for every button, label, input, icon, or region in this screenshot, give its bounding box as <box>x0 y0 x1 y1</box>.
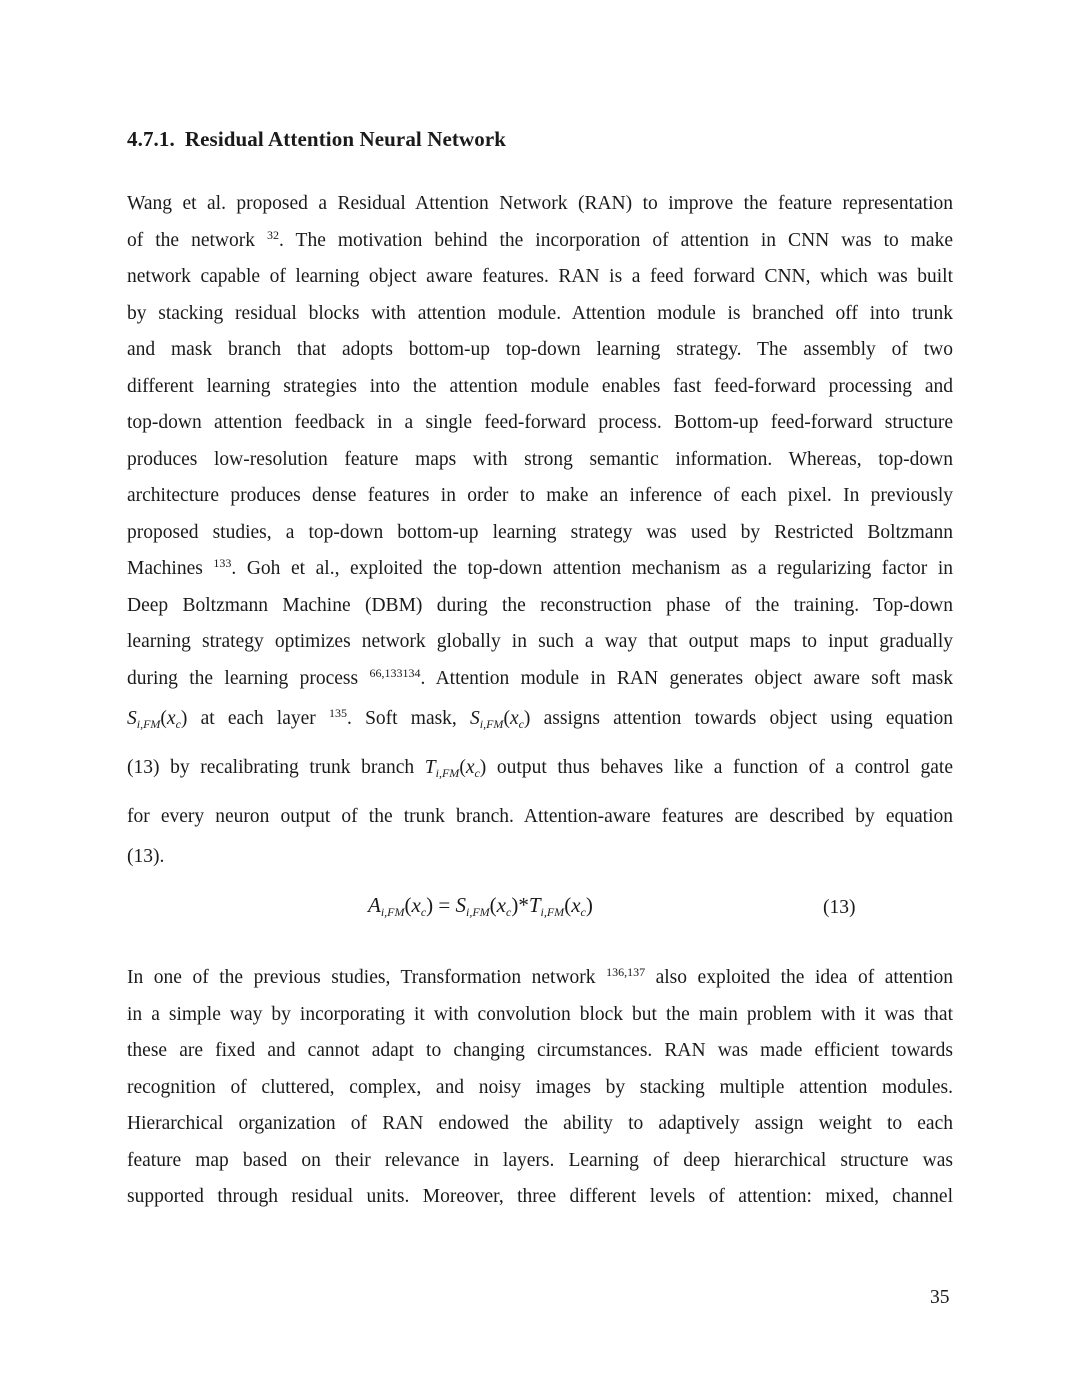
inline-math-soft-mask: $S_{i,FM}(x_c)$ <box>127 708 188 731</box>
text-line: feature map based on their relevance in layers. Learning of deep hierarchical structure was <box>127 1149 953 1171</box>
section-title: Residual Attention Neural Network <box>184 127 507 151</box>
inline-math-trunk: $T_{i,FM}(x_c)$ <box>424 757 487 780</box>
paragraph-1 <box>127 186 953 876</box>
section-heading <box>127 127 506 152</box>
text-line: for every neuron output of the trunk branch. Attention-aware features are described by equation <box>127 806 953 827</box>
text-line: during the learning process $^{66,133134}$. Attention module in RAN generates object aware soft mask <box>127 665 954 689</box>
text-line: in a simple way by incorporating it with convolution block but the main problem with it was that <box>127 1003 953 1025</box>
equation-number: (13) <box>823 897 856 918</box>
text-line: produces low-resolution feature maps with strong semantic information. Whereas, top-down <box>127 448 953 470</box>
text-line: Machines $^{133}$. Goh et al., exploited the top-down attention mechanism as a regularizing factor in <box>127 556 954 579</box>
text-line: (13). <box>127 846 165 867</box>
text-line: recognition of cluttered, complex, and noisy images by stacking multiple attention modules. <box>127 1076 953 1098</box>
text-line: of the network $^{32}$. The motivation behind the incorporation of attention in CNN was to make <box>127 227 953 251</box>
text-line: different learning strategies into the attention module enables fast feed-forward processing and <box>127 375 953 397</box>
text-line: by stacking residual blocks with attention module. Attention module is branched off into trunk <box>127 302 953 324</box>
text-line: supported through residual units. Moreover, three different levels of attention: mixed, channel <box>127 1186 953 1207</box>
paragraph-2 <box>127 960 953 1216</box>
citation: 136,137 <box>606 965 646 979</box>
text-line: network capable of learning object aware features. RAN is a feed forward CNN, which was built <box>127 266 953 287</box>
text-line: proposed studies, a top-down bottom-up learning strategy was used by Restricted Boltzmann <box>127 521 953 543</box>
text-line: Wang et al. proposed a Residual Attention Network (RAN) to improve the feature representation <box>127 193 953 214</box>
text-line: In one of the previous studies, Transformation network $^{136,137}$ also exploited the idea of attention <box>127 965 953 988</box>
citation: 66,133134 <box>369 665 421 680</box>
citation: 133 <box>213 556 232 570</box>
inline-math-soft-mask: $S_{i,FM}(x_c)$ <box>470 708 531 731</box>
text-line: Deep Boltzmann Machine (DBM) during the reconstruction phase of the training. Top-down <box>127 594 953 616</box>
text-line: these are fixed and cannot adapt to changing circumstances. RAN was made efficient towards <box>127 1040 953 1061</box>
text-line: (13) by recalibrating trunk branch $T_{i,FM}(x_c)$ output thus behaves like a function of a control gate <box>127 757 954 780</box>
citation: 135 <box>328 706 347 720</box>
text-line: top-down attention feedback in a single feed-forward process. Bottom-up feed-forward structure <box>127 412 953 433</box>
text-line: $S_{i,FM}(x_c)$ at each layer $^{135}$. Soft mask, $S_{i,FM}(x_c)$ assigns attention towards object using equation <box>127 706 953 731</box>
page-number: 35 <box>930 1287 950 1308</box>
text-line: and mask branch that adopts bottom-up top-down learning strategy. The assembly of two <box>127 339 953 360</box>
citation: 32 <box>267 227 280 242</box>
text-line: learning strategy optimizes network globally in such a way that output maps to input gradually <box>127 631 953 652</box>
equation-13: $A_{i,FM}(x_c) = S_{i,FM}(x_c)*T_{i,FM}(x_c)$ <box>368 893 593 919</box>
section-number: 4.7.1. <box>127 127 175 151</box>
text-line: architecture produces dense features in order to make an inference of each pixel. In previously <box>127 485 953 506</box>
text-line: Hierarchical organization of RAN endowed the ability to adaptively assign weight to each <box>127 1113 953 1134</box>
